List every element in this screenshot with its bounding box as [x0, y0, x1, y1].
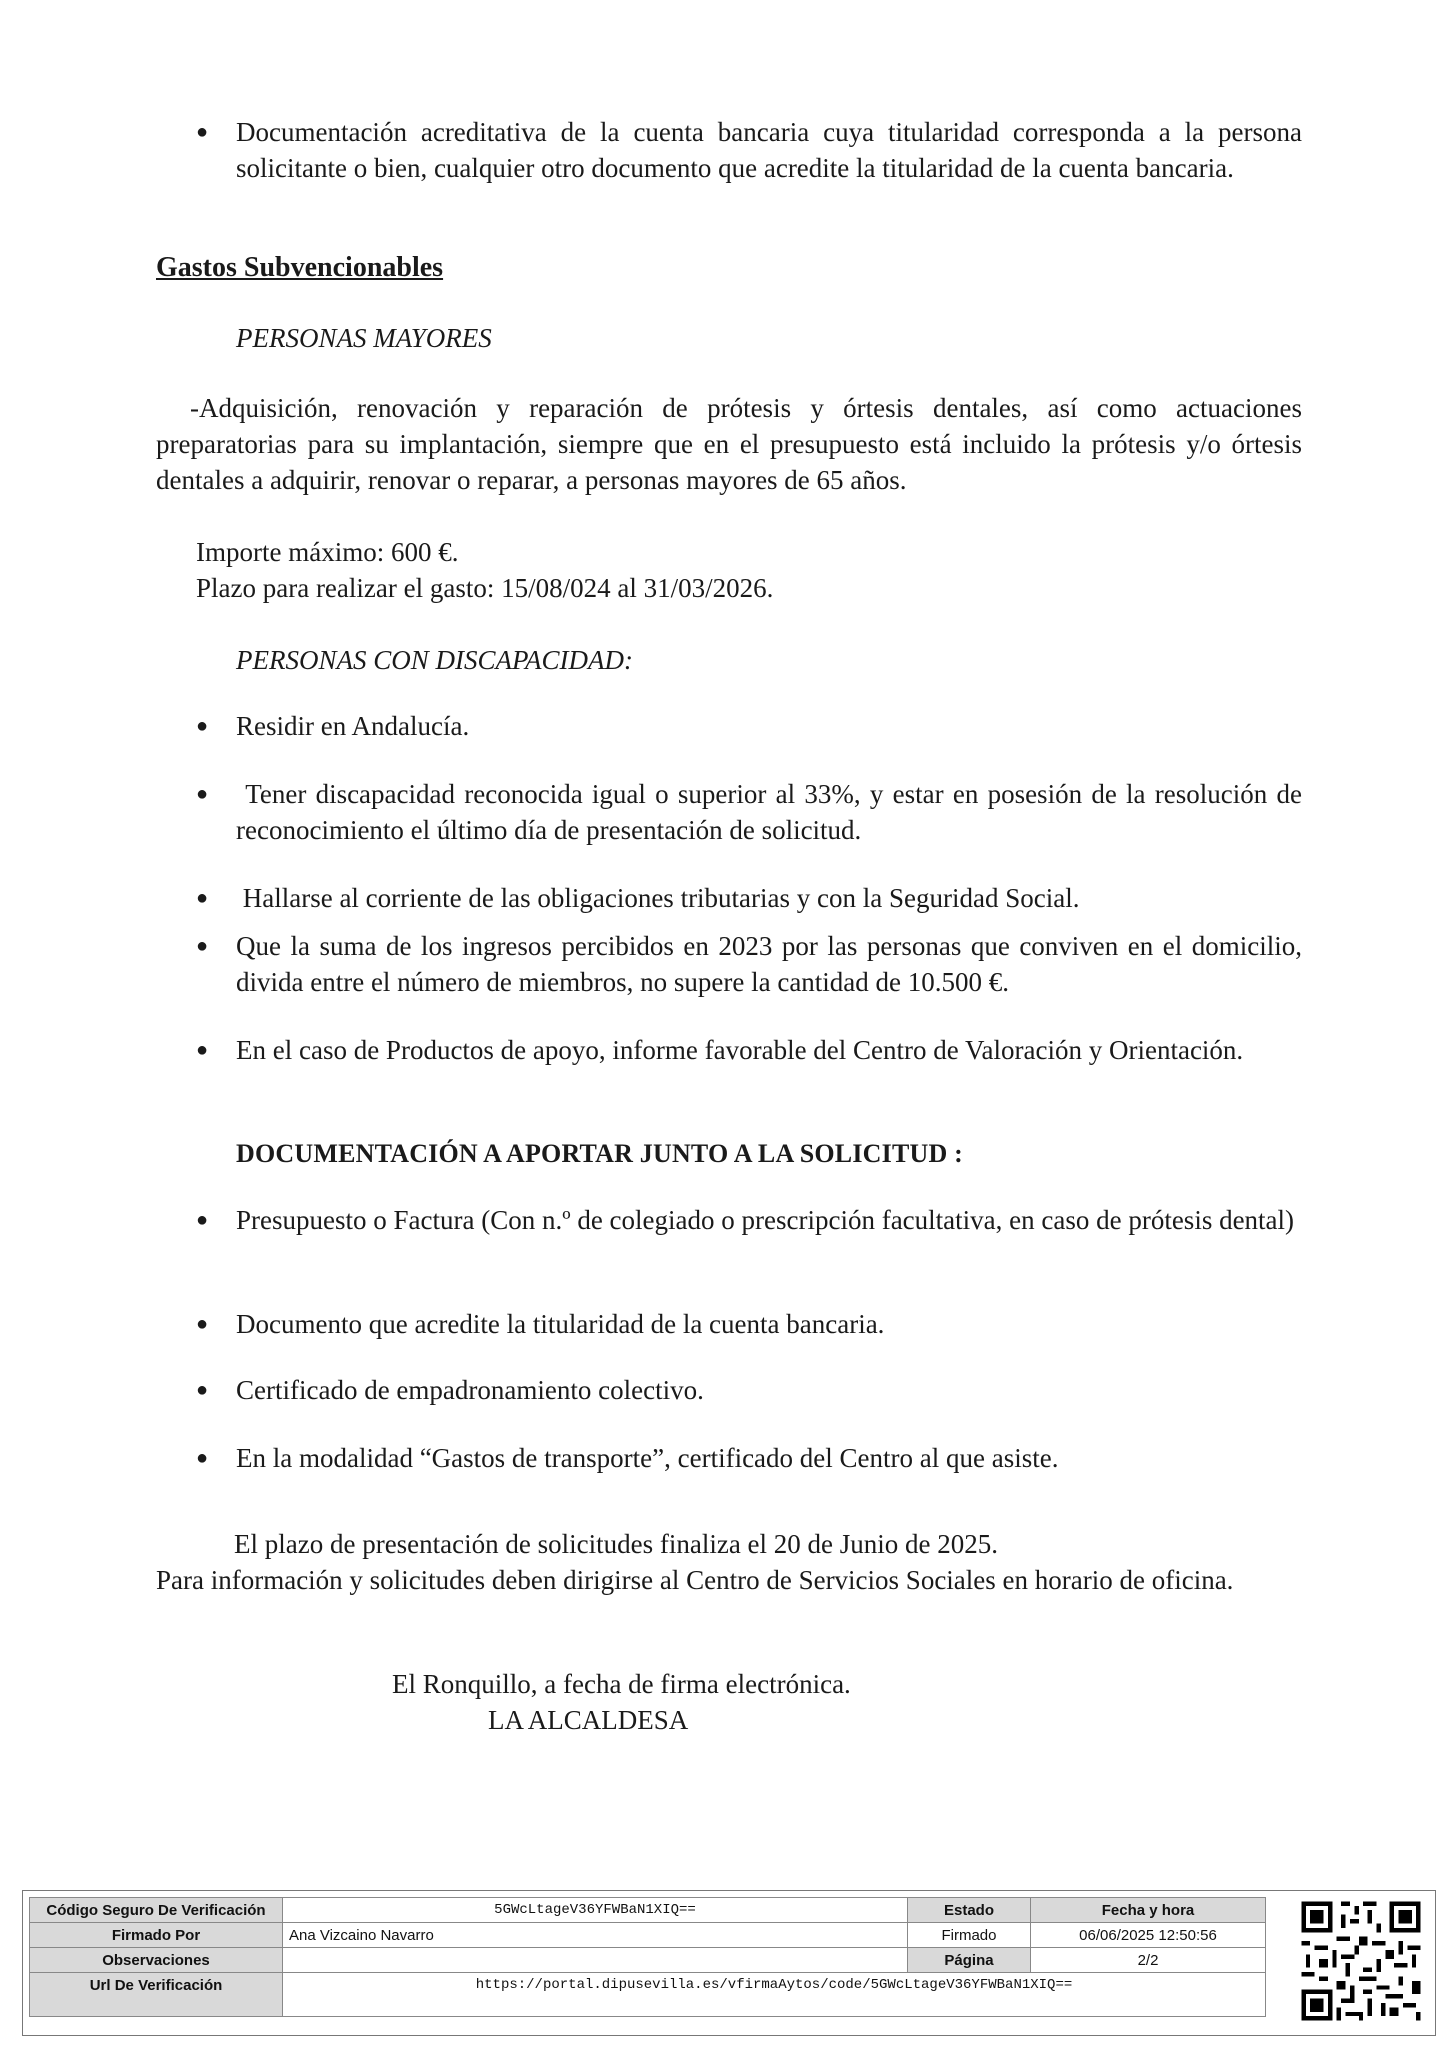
fecha-value: 06/06/2025 12:50:56: [1031, 1923, 1266, 1948]
list-item: ● Documento que acredite la titularidad de la cuenta bancaria.: [156, 1306, 1302, 1342]
section-heading: Gastos Subvencionables: [156, 252, 444, 283]
bullet-icon: ●: [196, 1209, 209, 1231]
list-item: ● En la modalidad “Gastos de transporte”, certificado del Centro al que asiste.: [156, 1440, 1302, 1476]
importe-maximo: Importe máximo: 600 €.: [196, 537, 459, 567]
csv-value: 5GWcLtageV36YFWBaN1XIQ==: [283, 1898, 908, 1923]
bullet-icon: ●: [196, 121, 209, 143]
list-item: ● Documentación acreditativa de la cuenta bancaria cuya titularidad corresponda a la persona solicitante o bien, cualquier otro documento que acredite la titularidad de la cuenta bancaria.: [156, 114, 1302, 186]
bullet-icon: ●: [196, 1447, 209, 1469]
bullet-icon: ●: [196, 1313, 209, 1335]
bullet-icon: ●: [196, 715, 209, 737]
bullet-icon: ●: [196, 935, 209, 957]
mayores-heading: PERSONAS MAYORES: [236, 323, 492, 353]
verification-table: [29, 1897, 1266, 2017]
list-item: ● Tener discapacidad reconocida igual o superior al 33%, y estar en posesión de la resolución de reconocimiento el último día de presentación de solicitud.: [156, 776, 1302, 848]
pagina-value: 2/2: [1031, 1948, 1266, 1973]
estado-value: Firmado: [908, 1923, 1031, 1948]
verification-footer: [22, 1890, 1436, 2036]
list-item: ● Residir en Andalucía.: [156, 708, 1302, 744]
bullet-icon: ●: [196, 1379, 209, 1401]
estado-label: Estado: [908, 1898, 1031, 1923]
list-item: ● Presupuesto o Factura (Con n.º de colegiado o prescripción facultativa, en caso de prótesis dental): [156, 1202, 1302, 1238]
signer-title: LA ALCALDESA: [488, 1705, 689, 1735]
firmado-label: Firmado Por: [30, 1923, 283, 1948]
mayores-paragraph: -Adquisición, renovación y reparación de prótesis y órtesis dentales, así como actuaciones preparatorias para su implantación, siempre que en el presupuesto está incluido la prótesis y/o órtesis dentales a adquirir, renovar o reparar, a personas mayores de 65 años.: [156, 393, 1302, 495]
discapacidad-heading: PERSONAS CON DISCAPACIDAD:: [236, 645, 633, 675]
list-item: ● Certificado de empadronamiento colectivo.: [156, 1372, 1302, 1408]
url-label: Url De Verificación: [30, 1973, 283, 2017]
fecha-label: Fecha y hora: [1031, 1898, 1266, 1923]
url-value[interactable]: https://portal.dipusevilla.es/vfirmaAytos/code/5GWcLtageV36YFWBaN1XIQ==: [283, 1973, 1266, 2017]
pagina-label: Página: [908, 1948, 1031, 1973]
list-item: ● Que la suma de los ingresos percibidos en 2023 por las personas que conviven en el domicilio, divida entre el número de miembros, no supere la cantidad de 10.500 €.: [156, 928, 1302, 1000]
bullet-icon: ●: [196, 783, 209, 805]
list-item: ● Hallarse al corriente de las obligaciones tributarias y con la Seguridad Social.: [156, 880, 1302, 916]
obs-value: [283, 1948, 908, 1973]
csv-label: Código Seguro De Verificación: [30, 1898, 283, 1923]
list-item: ● En el caso de Productos de apoyo, informe favorable del Centro de Valoración y Orientación.: [156, 1032, 1302, 1068]
obs-label: Observaciones: [30, 1948, 283, 1973]
firmado-value: Ana Vizcaino Navarro: [283, 1923, 908, 1948]
bullet-icon: ●: [196, 887, 209, 909]
documentacion-heading: DOCUMENTACIÓN A APORTAR JUNTO A LA SOLICITUD :: [236, 1139, 964, 1168]
plazo-line: El plazo de presentación de solicitudes finaliza el 20 de Junio de 2025.: [234, 1529, 999, 1559]
qr-code-icon: [1297, 1897, 1425, 2025]
place-date: El Ronquillo, a fecha de firma electrónica.: [392, 1669, 851, 1699]
plazo-gasto: Plazo para realizar el gasto: 15/08/024 al 31/03/2026.: [196, 573, 774, 603]
info-line: Para información y solicitudes deben dirigirse al Centro de Servicios Sociales en horario de oficina.: [156, 1565, 1234, 1595]
bullet-icon: ●: [196, 1039, 209, 1061]
closing-paragraph: [156, 1526, 1302, 1598]
